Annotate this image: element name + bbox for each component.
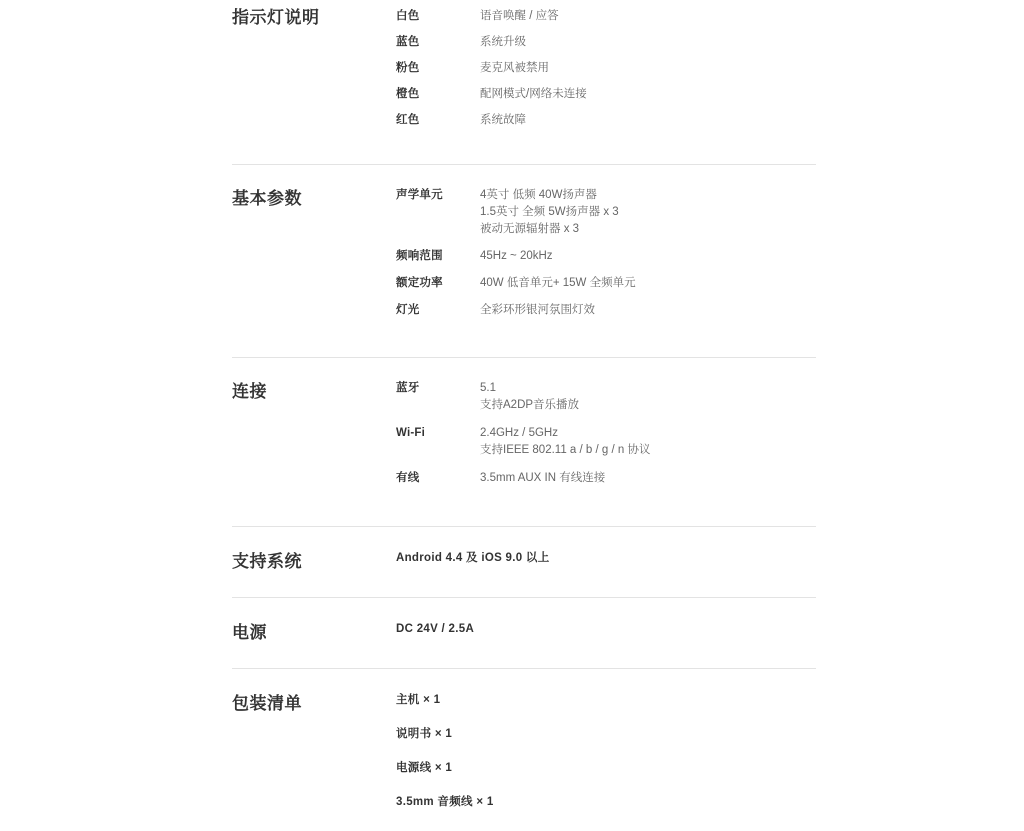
- section-packing-list: [232, 669, 816, 831]
- spec-row: [396, 60, 816, 77]
- spec-row-label: 橙色: [396, 88, 420, 100]
- spec-value: 4英寸 低频 40W扬声器: [480, 189, 597, 201]
- spec-row: [396, 470, 816, 487]
- spec-row-label: 额定功率: [396, 277, 443, 289]
- section-title: 基本参数: [232, 189, 302, 208]
- spec-row: [396, 248, 816, 265]
- section-body: [396, 8, 816, 164]
- spec-value: 3.5mm AUX IN 有线连接: [480, 472, 606, 484]
- section-body: [396, 380, 816, 526]
- spec-row-label: 频响范围: [396, 250, 443, 262]
- spec-row-values: [480, 380, 816, 414]
- spec-value: DC 24V / 2.5A: [396, 623, 475, 635]
- spec-row-values: [480, 34, 816, 51]
- section-supported-os: [232, 527, 816, 598]
- spec-row-values: [480, 187, 816, 238]
- packing-item: 电源线 × 1: [396, 762, 453, 774]
- spec-value: 被动无源辐射器 x 3: [480, 223, 580, 235]
- section-body: [396, 621, 816, 668]
- section-led-indicator: [232, 0, 816, 165]
- spec-value: 麦克风被禁用: [480, 62, 549, 74]
- section-body: [396, 550, 816, 597]
- spec-row: [396, 34, 816, 51]
- spec-row: [396, 302, 816, 319]
- section-title: 电源: [232, 623, 267, 642]
- spec-row-label: 声学单元: [396, 189, 443, 201]
- spec-value: 支持A2DP音乐播放: [480, 399, 580, 411]
- spec-value: 支持IEEE 802.11 a / b / g / n 协议: [480, 444, 651, 456]
- packing-item: 说明书 × 1: [396, 728, 453, 740]
- packing-item: 3.5mm 音频线 × 1: [396, 796, 494, 808]
- spec-row-label: 有线: [396, 472, 420, 484]
- spec-value: Android 4.4 及 iOS 9.0 以上: [396, 552, 550, 564]
- spec-row-values: [480, 86, 816, 103]
- spec-row-label: 红色: [396, 114, 420, 126]
- spec-row: [396, 275, 816, 292]
- spec-row-values: [480, 112, 816, 129]
- spec-value: 2.4GHz / 5GHz: [480, 427, 558, 439]
- section-title: 连接: [232, 382, 267, 401]
- spec-value: 1.5英寸 全频 5W扬声器 x 3: [480, 206, 619, 218]
- section-title: 支持系统: [232, 552, 302, 571]
- spec-row: [396, 8, 816, 25]
- spec-row-values: [480, 470, 816, 487]
- spec-row: [396, 380, 816, 414]
- section-body: [396, 692, 816, 831]
- spec-value: 40W 低音单元+ 15W 全频单元: [480, 277, 636, 289]
- packing-item: 主机 × 1: [396, 694, 441, 706]
- spec-value: 系统升级: [480, 36, 526, 48]
- spec-row-label: 蓝色: [396, 36, 420, 48]
- spec-row-label: 粉色: [396, 62, 420, 74]
- spec-row-values: [480, 8, 816, 25]
- spec-row: [396, 425, 816, 459]
- section-title: 包装清单: [232, 694, 302, 713]
- spec-row: [396, 86, 816, 103]
- spec-row-label: 蓝牙: [396, 382, 420, 394]
- spec-value: 5.1: [480, 382, 496, 394]
- spec-row: [396, 187, 816, 238]
- spec-row-values: [480, 302, 816, 319]
- section-title: 指示灯说明: [232, 8, 320, 27]
- spec-row-label: Wi-Fi: [396, 427, 425, 439]
- section-connectivity: [232, 358, 816, 527]
- spec-row-values: [480, 425, 816, 459]
- spec-row-values: [480, 248, 816, 265]
- section-basic-parameters: [232, 165, 816, 358]
- spec-row-values: [480, 275, 816, 292]
- spec-row-label: 灯光: [396, 304, 420, 316]
- section-body: [396, 187, 816, 357]
- spec-value: 语音唤醒 / 应答: [480, 10, 559, 22]
- section-power: [232, 598, 816, 669]
- spec-row: [396, 112, 816, 129]
- spec-value: 配网模式/网络未连接: [480, 88, 587, 100]
- spec-row-values: [480, 60, 816, 77]
- spec-value: 全彩环形银河氛围灯效: [480, 304, 595, 316]
- spec-value: 系统故障: [480, 114, 526, 126]
- spec-row-label: 白色: [396, 10, 420, 22]
- spec-value: 45Hz ~ 20kHz: [480, 250, 553, 262]
